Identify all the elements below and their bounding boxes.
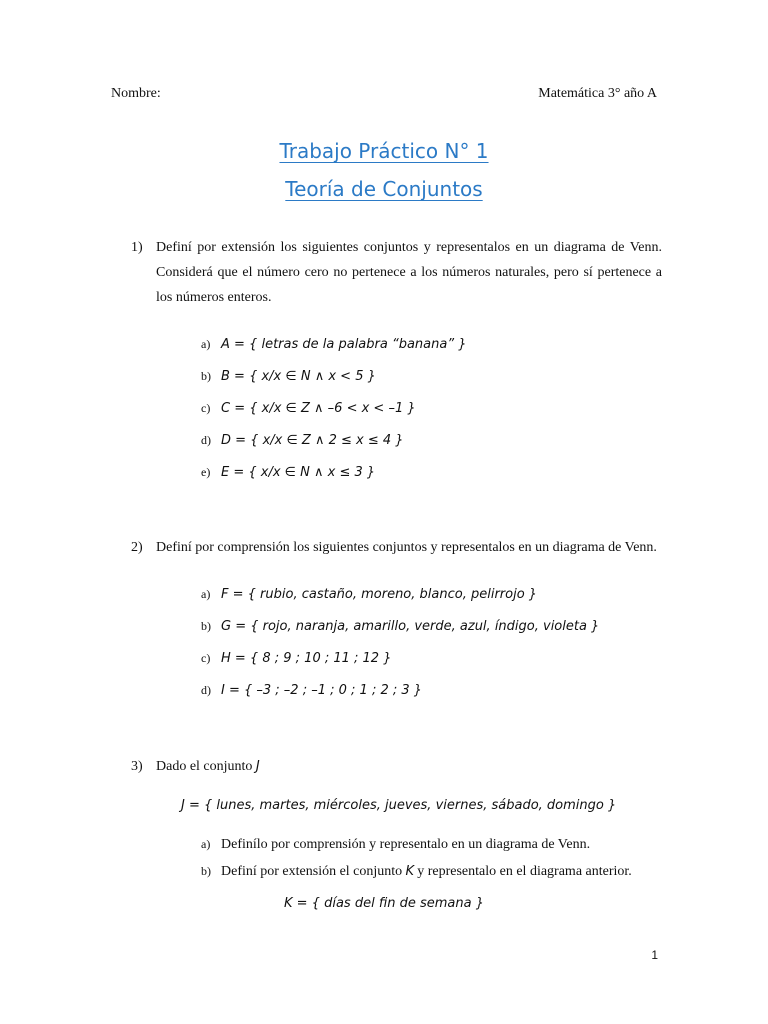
- page-number: 1: [651, 948, 658, 962]
- course-label: Matemática 3° año A: [538, 86, 657, 101]
- question-text: Definí por extensión los siguientes conjuntos y representalos en un diagrama de Venn. Considerá que el número cero no pertenece a los números naturales, pero sí pertenece a los números enteros.: [156, 240, 662, 305]
- title-line1: Trabajo Práctico N° 1: [279, 139, 489, 163]
- question-number: 2): [131, 540, 143, 555]
- list-item: c) H = { 8 ; 9 ; 10 ; 11 ; 12 }: [201, 651, 392, 666]
- question-number: 3): [131, 759, 143, 774]
- set-definition-j: J = { lunes, martes, miércoles, jueves, viernes, sábado, domingo }: [181, 798, 617, 813]
- question-text: Definí por comprensión los siguientes conjuntos y representalos en un diagrama de Venn.: [156, 540, 657, 555]
- question-number: 1): [131, 240, 143, 255]
- title-line2: Teoría de Conjuntos: [285, 177, 483, 201]
- question-text: Dado el conjunto J: [156, 759, 260, 774]
- list-item: b) G = { rojo, naranja, amarillo, verde, azul, índigo, violeta }: [201, 619, 600, 634]
- name-label: Nombre:: [111, 86, 161, 101]
- list-item: c) C = { x/x ∈ Z ∧ –6 < x < –1 }: [201, 401, 416, 416]
- list-item: a) A = { letras de la palabra “banana” }: [201, 337, 467, 352]
- list-item: a) Definílo por comprensión y representalo en un diagrama de Venn.: [201, 837, 591, 852]
- set-definition-k: K = { días del fin de semana }: [284, 896, 484, 911]
- list-item: d) D = { x/x ∈ Z ∧ 2 ≤ x ≤ 4 }: [201, 433, 404, 448]
- list-item: e) E = { x/x ∈ N ∧ x ≤ 3 }: [201, 465, 376, 480]
- list-item: a) F = { rubio, castaño, moreno, blanco, pelirrojo }: [201, 587, 538, 602]
- list-item: b) B = { x/x ∈ N ∧ x < 5 }: [201, 369, 376, 384]
- list-item: b) Definí por extensión el conjunto K y representalo en el diagrama anterior.: [201, 864, 632, 879]
- list-item: d) I = { –3 ; –2 ; –1 ; 0 ; 1 ; 2 ; 3 }: [201, 683, 423, 698]
